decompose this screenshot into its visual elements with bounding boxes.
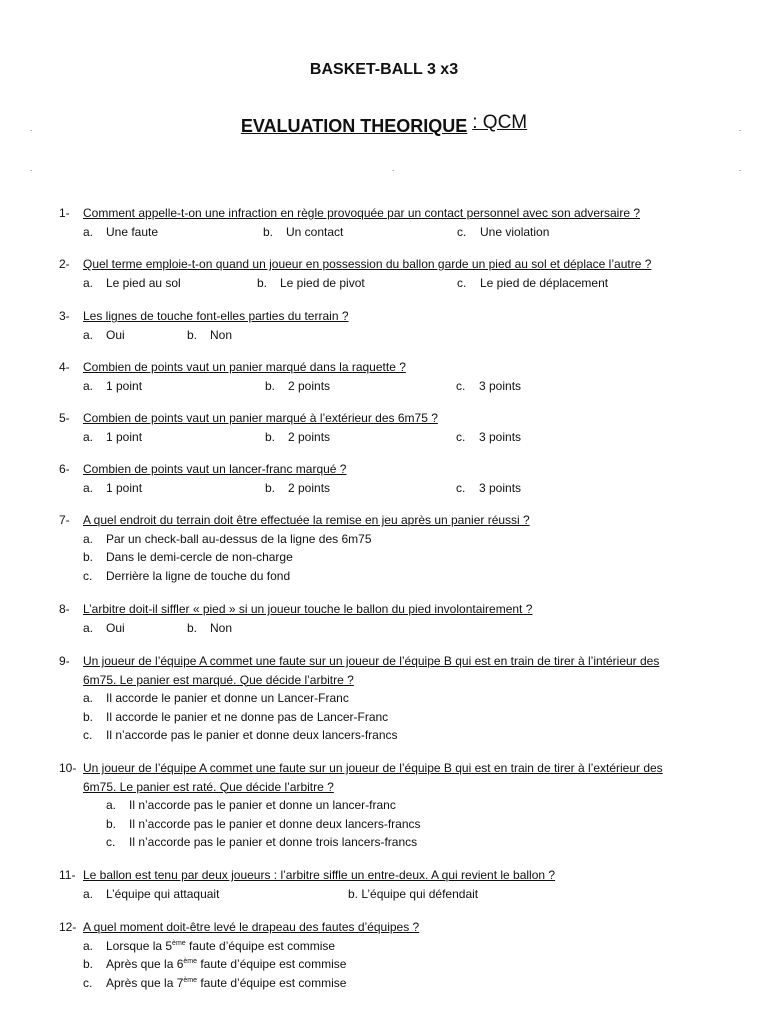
- question-text: Comment appelle-t-on une infraction en règle provoquée par un contact personnel avec son adversaire ?: [83, 206, 641, 220]
- question-2: [59, 255, 724, 293]
- option-a: a. Lorsque la 5ème faute d’équipe est commise: [83, 938, 336, 953]
- document-title: BASKET-BALL 3 x3: [309, 61, 459, 78]
- question-8: [59, 600, 724, 638]
- margin-dot: .: [739, 124, 742, 133]
- margin-dot: .: [30, 124, 33, 133]
- question-text: Le ballon est tenu par deux joueurs : l’arbitre siffle un entre-deux. A qui revient le ballon ?: [83, 868, 556, 882]
- option-c: c. Après que la 7ème faute d’équipe est commise: [83, 975, 347, 990]
- question-text: L’arbitre doit-il siffler « pied » si un joueur touche le ballon du pied involontairement ?: [83, 602, 533, 616]
- question-5: [59, 409, 724, 447]
- option-c: c. Une violation: [457, 224, 550, 239]
- option-b: b. Non: [187, 620, 233, 635]
- margin-dot: .: [30, 164, 33, 173]
- question-4: [59, 358, 724, 396]
- option-a: a. Le pied au sol: [83, 275, 181, 290]
- question-text-continued: 6m75. Le panier est raté. Que décide l’arbitre ?: [83, 779, 334, 794]
- option-c: c. 3 points: [456, 429, 522, 444]
- option-b: b. L’équipe qui défendait: [348, 886, 479, 901]
- option-a: a. 1 point: [83, 378, 143, 393]
- question-text: Combien de points vaut un panier marqué dans la raquette ?: [83, 360, 406, 374]
- option-b: b. Il n’accorde pas le panier et donne deux lancers-francs: [106, 816, 421, 831]
- question-3: [59, 307, 724, 345]
- question-7: [59, 511, 724, 585]
- question-12: [59, 918, 724, 992]
- option-b: b. Non: [187, 327, 233, 342]
- option-b: b. Un contact: [263, 224, 344, 239]
- option-b: b. 2 points: [265, 378, 331, 393]
- question-number: 10-: [59, 761, 77, 775]
- option-b: b. Il accorde le panier et ne donne pas de Lancer-Franc: [83, 709, 389, 724]
- option-a: a. L’équipe qui attaquait: [83, 886, 220, 901]
- option-b: b. Le pied de pivot: [257, 275, 365, 290]
- option-c: c. Le pied de déplacement: [457, 275, 609, 290]
- question-text: A quel moment doit-être levé le drapeau des fautes d’équipes ?: [83, 920, 420, 934]
- question-10: [59, 759, 724, 852]
- subtitle-main: EVALUATION THEORIQUE: [240, 116, 468, 136]
- question-text: Un joueur de l’équipe A commet une faute sur un joueur de l’équipe B qui est en train de tirer à l’extérieur des: [83, 761, 663, 775]
- option-c: c. Il n’accorde pas le panier et donne trois lancers-francs: [106, 835, 418, 849]
- question-number: 2-: [59, 257, 70, 271]
- option-b: b. 2 points: [265, 429, 331, 444]
- question-text: Les lignes de touche font-elles parties du terrain ?: [83, 309, 349, 323]
- question-number: 5-: [59, 411, 70, 425]
- question-number: 12-: [59, 920, 77, 934]
- margin-dot: .: [739, 164, 742, 173]
- question-number: 7-: [59, 513, 70, 527]
- option-c: c. Derrière la ligne de touche du fond: [83, 568, 291, 583]
- question-9: [59, 652, 724, 745]
- option-a: a. Il n’accorde pas le panier et donne un lancer-franc: [106, 798, 396, 812]
- option-b: b. Dans le demi-cercle de non-charge: [83, 550, 293, 564]
- question-number: 8-: [59, 602, 70, 616]
- question-text-continued: 6m75. Le panier est marqué. Que décide l’arbitre ?: [83, 672, 354, 687]
- question-text: Un joueur de l’équipe A commet une faute sur un joueur de l’équipe B qui est en train de tirer à l’intérieur des: [83, 654, 660, 668]
- option-a: a. 1 point: [83, 480, 143, 495]
- option-b: b. 2 points: [265, 480, 331, 495]
- option-a: a. Oui: [83, 327, 125, 342]
- option-a: a. 1 point: [83, 429, 143, 444]
- question-text: A quel endroit du terrain doit être effectuée la remise en jeu après un panier réussi ?: [83, 513, 530, 527]
- question-number: 9-: [59, 654, 70, 668]
- question-number: 4-: [59, 360, 70, 374]
- question-number: 1-: [59, 206, 70, 220]
- margin-dot: .: [392, 164, 395, 173]
- question-text: Quel terme emploie-t-on quand un joueur en possession du ballon garde un pied au sol et déplace l’autre ?: [83, 257, 652, 271]
- question-number: 11-: [59, 868, 76, 882]
- document-subtitle: [0, 112, 768, 138]
- option-a: a. Par un check-ball au-dessus de la ligne des 6m75: [83, 531, 372, 546]
- question-11: [59, 866, 724, 904]
- option-c: c. Il n’accorde pas le panier et donne deux lancers-francs: [83, 728, 398, 742]
- question-text: Combien de points vaut un panier marqué à l’extérieur des 6m75 ?: [83, 411, 438, 425]
- question-number: 6-: [59, 462, 70, 476]
- question-number: 3-: [59, 309, 70, 323]
- option-a: a. Oui: [83, 620, 125, 635]
- option-c: c. 3 points: [456, 480, 522, 495]
- option-a: a. Une faute: [83, 224, 159, 239]
- subtitle-qcm: : QCM: [472, 112, 528, 133]
- question-6: [59, 460, 724, 498]
- option-b: b. Après que la 6ème faute d’équipe est commise: [83, 957, 347, 971]
- question-1: [59, 204, 724, 242]
- option-a: a. Il accorde le panier et donne un Lancer-Franc: [83, 691, 349, 705]
- question-text: Combien de points vaut un lancer-franc marqué ?: [83, 462, 347, 476]
- option-c: c. 3 points: [456, 378, 522, 393]
